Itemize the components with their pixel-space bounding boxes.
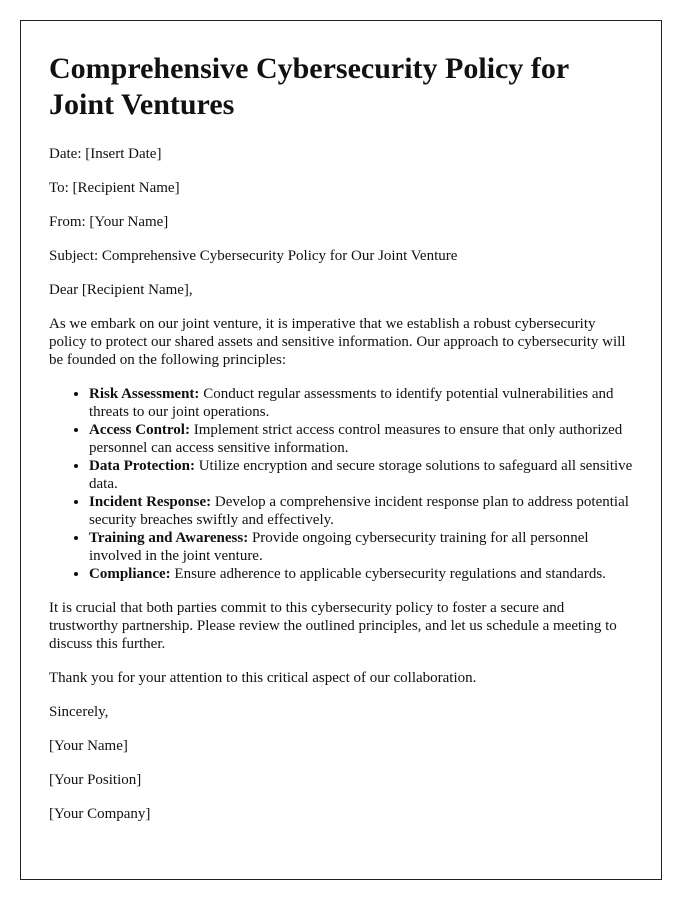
closing-line: Sincerely,: [49, 704, 109, 720]
signature-company: [Your Company]: [49, 806, 151, 822]
list-item: [89, 421, 633, 457]
principle-text: Ensure adherence to applicable cybersecurity regulations and standards.: [170, 566, 606, 582]
salutation: Dear [Recipient Name],: [49, 282, 193, 298]
list-item: [89, 493, 633, 529]
principle-text: Utilize encryption and secure storage solutions to safeguard all sensitive data.: [89, 458, 633, 492]
commitment-paragraph: It is crucial that both parties commit to this cybersecurity policy to foster a secure and trustworthy partnership. Please review the outlined principles, and let us schedule a meeting to discuss this further.: [49, 600, 617, 652]
list-item: [89, 457, 633, 493]
principle-term: Data Protection:: [89, 458, 195, 474]
principle-text: Provide ongoing cybersecurity training for all personnel involved in the joint venture.: [89, 530, 589, 564]
signature-position: [Your Position]: [49, 772, 142, 788]
list-item: [89, 529, 633, 565]
letter-title: Comprehensive Cybersecurity Policy for Joint Ventures: [49, 52, 569, 121]
to-line: To: [Recipient Name]: [49, 180, 180, 196]
principle-term: Risk Assessment:: [89, 386, 200, 402]
letter-page: [20, 20, 662, 880]
thanks-line: Thank you for your attention to this critical aspect of our collaboration.: [49, 670, 477, 686]
signature-name: [Your Name]: [49, 738, 128, 754]
intro-paragraph: As we embark on our joint venture, it is imperative that we establish a robust cybersecurity policy to protect our shared assets and sensitive information. Our approach to cybersecurity will be founded on the following principles:: [49, 316, 626, 368]
principle-term: Compliance:: [89, 566, 171, 582]
principle-text: Implement strict access control measures to ensure that only authorized personnel can access sensitive information.: [89, 422, 623, 456]
subject-line: Subject: Comprehensive Cybersecurity Policy for Our Joint Venture: [49, 248, 458, 264]
principle-text: Develop a comprehensive incident response plan to address potential security breaches swiftly and effectively.: [89, 494, 629, 528]
principle-term: Incident Response:: [89, 494, 212, 510]
list-item: [89, 385, 633, 421]
principles-list: [49, 385, 633, 583]
date-line: Date: [Insert Date]: [49, 146, 162, 162]
from-line: From: [Your Name]: [49, 214, 169, 230]
principle-text: Conduct regular assessments to identify potential vulnerabilities and threats to our joint operations.: [89, 386, 614, 420]
list-item: [89, 565, 633, 583]
principle-term: Access Control:: [89, 422, 190, 438]
principle-term: Training and Awareness:: [89, 530, 249, 546]
